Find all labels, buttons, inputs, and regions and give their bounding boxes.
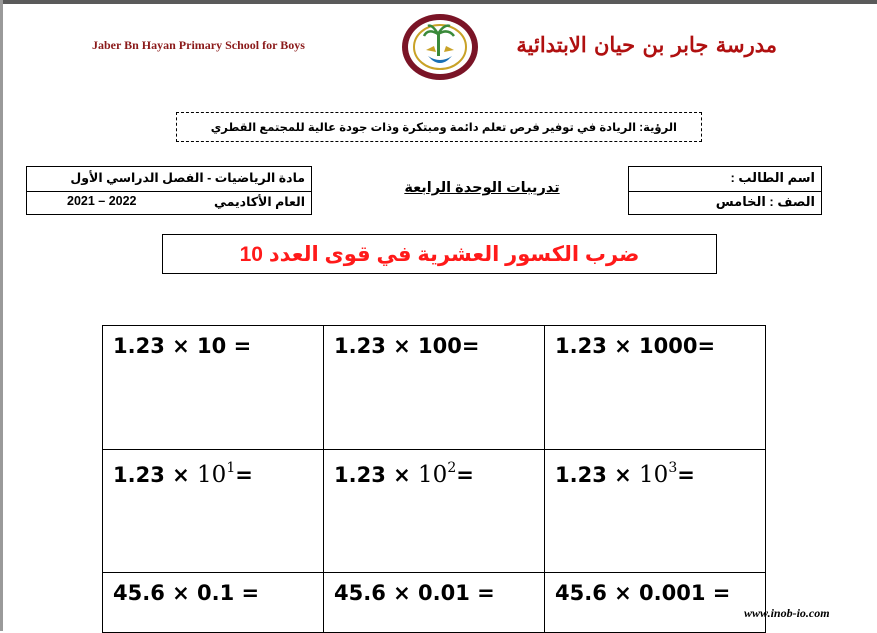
- ministry-emblem-icon: [398, 12, 482, 82]
- exercise-cell: 1.23 × 10 =: [103, 326, 324, 450]
- info-row: [26, 166, 822, 215]
- exercise-base: 10: [639, 462, 669, 488]
- subject-label: مادة الرياضيات - الفصل الدراسي الأول: [70, 171, 305, 185]
- school-name-arabic: مدرسة جابر بن حيان الابتدائية: [516, 32, 777, 57]
- table-row: [103, 573, 766, 633]
- exercise-cell: 45.6 × 0.1 =: [103, 573, 324, 633]
- grade-label: الصف : الخامس: [715, 194, 815, 209]
- top-border: [0, 0, 877, 4]
- unit-title: تدريبات الوحدة الرابعة: [404, 180, 560, 196]
- exercise-exponent: 1: [226, 460, 236, 476]
- vision-statement: الرؤية: الريادة في توفير فرص تعلم دائمة ومبتكرة وذات جودة عالية للمجتمع القطري: [176, 112, 702, 142]
- exercise-suffix: =: [456, 463, 474, 487]
- academic-year-value: 2021 – 2022: [67, 194, 137, 208]
- exercise-suffix: =: [235, 463, 253, 487]
- table-row: [103, 326, 766, 450]
- academic-year-label: العام الأكاديمي: [213, 195, 305, 209]
- watermark-link[interactable]: www.inob-io.com: [744, 606, 830, 620]
- exercise-prefix: 1.23 ×: [334, 463, 419, 487]
- student-info-box: [628, 166, 822, 215]
- divider: [27, 191, 311, 192]
- exercise-table: [102, 325, 766, 633]
- exercise-cell: 1.23 × 100=: [324, 326, 545, 450]
- exercise-cell: 45.6 × 0.01 =: [324, 573, 545, 633]
- divider: [629, 191, 821, 192]
- exercise-exponent: 2: [447, 460, 457, 476]
- exercise-cell: 45.6 × 0.001 =: [545, 573, 766, 633]
- left-border: [0, 0, 3, 631]
- exercise-cell: [545, 450, 766, 573]
- school-name-english: Jaber Bn Hayan Primary School for Boys: [92, 38, 305, 52]
- exercise-prefix: 1.23 ×: [555, 463, 640, 487]
- exercise-suffix: =: [677, 463, 695, 487]
- exercise-cell: [103, 450, 324, 573]
- student-name-label: اسم الطالب :: [730, 170, 815, 185]
- lesson-title: ضرب الكسور العشرية في قوى العدد 10: [162, 234, 717, 274]
- exercise-cell: [324, 450, 545, 573]
- subject-info-box: [26, 166, 312, 215]
- exercise-base: 10: [418, 462, 448, 488]
- exercise-cell: 1.23 × 1000=: [545, 326, 766, 450]
- exercise-base: 10: [197, 462, 227, 488]
- exercise-prefix: 1.23 ×: [113, 463, 198, 487]
- exercise-exponent: 3: [668, 460, 678, 476]
- table-row: [103, 450, 766, 573]
